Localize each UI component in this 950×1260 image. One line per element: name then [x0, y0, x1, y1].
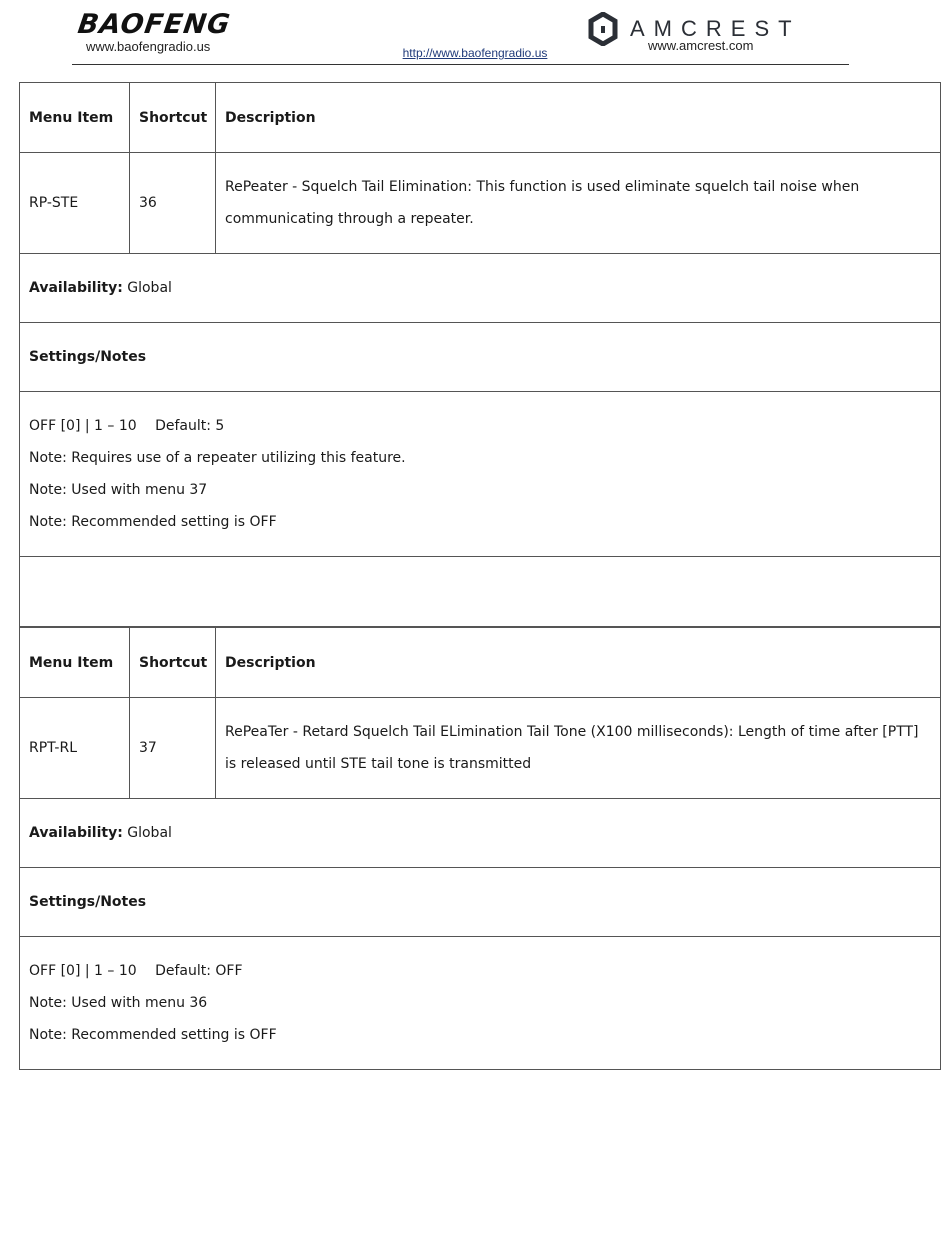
description-value: RePeater - Squelch Tail Elimination: This function is used eliminate squelch tail noise when communicating through a repeater. [216, 153, 941, 254]
header-divider [72, 64, 849, 65]
table-row [20, 698, 941, 799]
amcrest-logo-block [588, 12, 828, 56]
settings-notes-cell [20, 937, 941, 1070]
amcrest-hexagon-icon [588, 12, 618, 46]
settings-header-row [20, 323, 941, 392]
note-line: Note: Recommended setting is OFF [29, 1027, 277, 1043]
page-header [0, 0, 950, 70]
settings-notes-header: Settings/Notes [20, 323, 941, 392]
menu-item-value: RP-STE [20, 153, 130, 254]
amcrest-url: www.amcrest.com [648, 38, 754, 53]
menu-item-header: Menu Item [20, 628, 130, 698]
note-line: Note: Requires use of a repeater utilizing this feature. [29, 450, 406, 466]
availability-cell [20, 254, 941, 323]
spacer-row [20, 557, 941, 627]
baofeng-link[interactable]: http://www.baofengradio.us [402, 46, 548, 60]
menu-item-header: Menu Item [20, 83, 130, 153]
settings-row [20, 937, 941, 1070]
settings-notes-cell [20, 392, 941, 557]
shortcut-value: 37 [130, 698, 216, 799]
settings-notes-header: Settings/Notes [20, 868, 941, 937]
availability-label: Availability: [29, 825, 123, 841]
menu-table-rpt-rl [19, 627, 941, 1070]
availability-cell [20, 799, 941, 868]
description-header: Description [216, 83, 941, 153]
spacer-cell [20, 557, 941, 627]
shortcut-header: Shortcut [130, 83, 216, 153]
note-line: Note: Used with menu 36 [29, 995, 208, 1011]
note-line: Note: Used with menu 37 [29, 482, 208, 498]
description-value: RePeaTer - Retard Squelch Tail ELimination Tail Tone (X100 milliseconds): Length of time after [PTT] is released until STE tail tone is transmitted [216, 698, 941, 799]
availability-value: Global [127, 825, 172, 841]
baofeng-logo: BAOFENG [75, 9, 233, 40]
baofeng-url: www.baofengradio.us [86, 39, 211, 54]
description-header: Description [216, 628, 941, 698]
table-header-row [20, 83, 941, 153]
settings-row [20, 392, 941, 557]
shortcut-value: 36 [130, 153, 216, 254]
table-row [20, 153, 941, 254]
settings-header-row [20, 868, 941, 937]
availability-row [20, 254, 941, 323]
settings-line: OFF [0] | 1 – 10 Default: 5 [29, 418, 225, 434]
table-header-row [20, 628, 941, 698]
menu-item-value: RPT-RL [20, 698, 130, 799]
availability-row [20, 799, 941, 868]
availability-value: Global [127, 280, 172, 296]
amcrest-logo: AMCREST [630, 16, 801, 41]
settings-line: OFF [0] | 1 – 10 Default: OFF [29, 963, 243, 979]
shortcut-header: Shortcut [130, 628, 216, 698]
menu-table-rp-ste [19, 82, 941, 627]
availability-label: Availability: [29, 280, 123, 296]
note-line: Note: Recommended setting is OFF [29, 514, 277, 530]
